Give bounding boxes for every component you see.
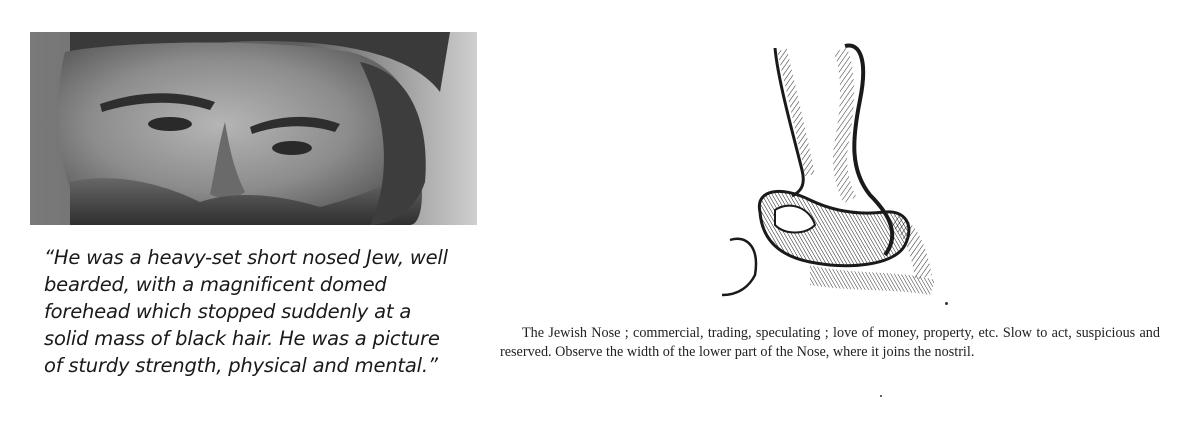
caption-text — [500, 324, 1160, 362]
quote-line: forehead which stopped suddenly at a — [44, 300, 412, 323]
quote-line: solid mass of black hair. He was a picture — [44, 327, 440, 350]
print-speck — [945, 302, 948, 305]
print-speck — [880, 395, 882, 397]
quote-line: bearded, with a magnificent domed — [44, 273, 387, 296]
quote-text — [44, 244, 484, 379]
quote-line: of sturdy strength, physical and mental.” — [44, 354, 438, 377]
nose-engraving — [700, 40, 970, 310]
caption-paragraph: The Jewish Nose ; commercial, trading, speculating ; love of money, property, etc. Slow to act, suspicious and reserved. Observe the width of the lower part of the Nose, where it joins the nostril. — [500, 325, 1160, 360]
portrait-photo — [30, 32, 477, 225]
quote-line: “He was a heavy-set short nosed Jew, well — [44, 246, 448, 269]
